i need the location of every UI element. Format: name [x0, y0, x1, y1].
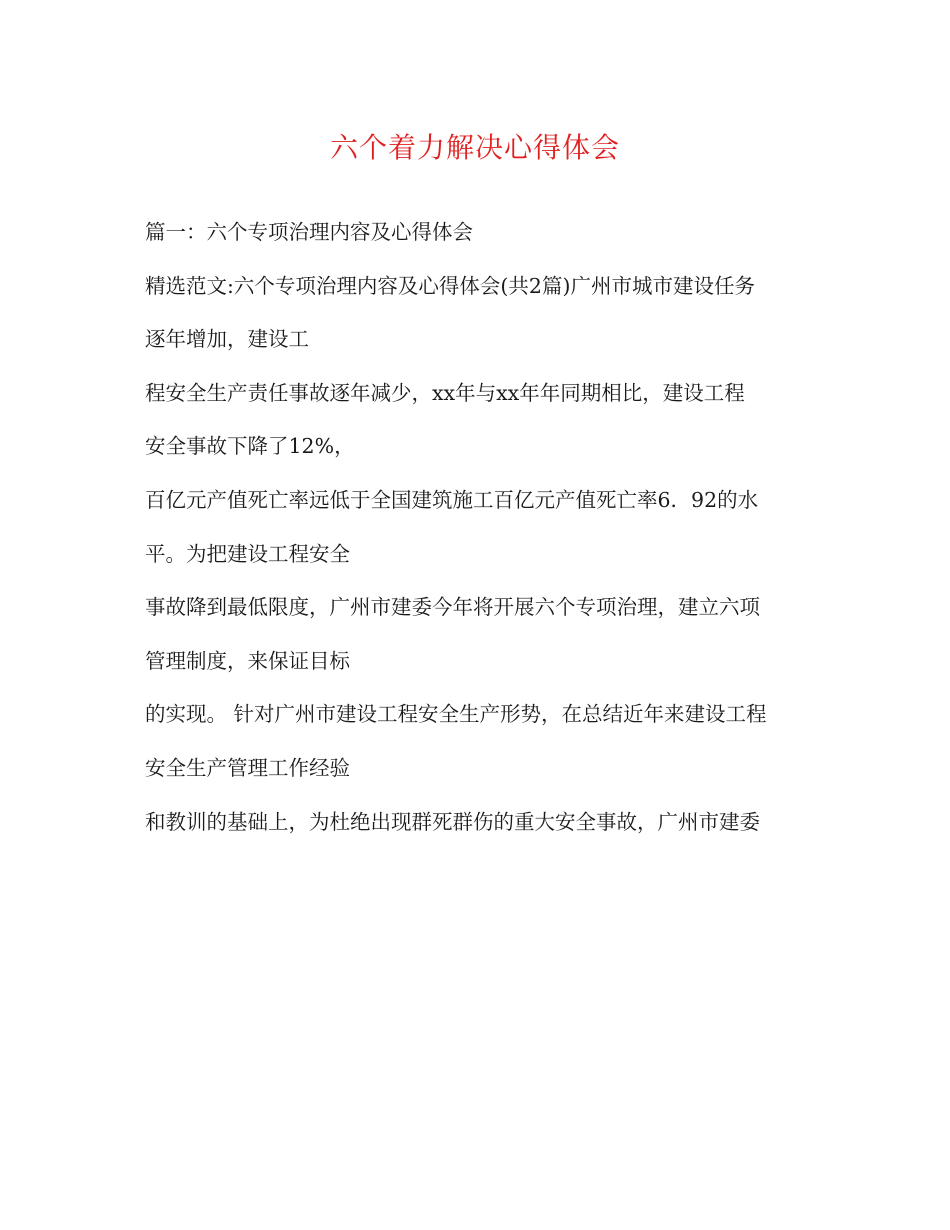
text-line: 程安全生产责任事故逐年减少，xx年与xx年年同期相比，建设工程: [145, 380, 745, 405]
text-line: 篇一：六个专项治理内容及心得体会: [145, 220, 473, 244]
text-line: 逐年增加，建设工: [145, 327, 309, 352]
text-line: 百亿元产值死亡率远低于全国建筑施工百亿元产值死亡率6．92的水: [145, 487, 759, 512]
text-line: 事故降到最低限度，广州市建委今年将开展六个专项治理，建立六项: [145, 595, 760, 620]
document-title: 六个着力解决心得体会: [329, 131, 620, 164]
text-line: 和教训的基础上，为杜绝出现群死群伤的重大安全事故，广州市建委: [145, 809, 760, 834]
text-line: 精选范文:六个专项治理内容及心得体会(共2篇)广州市城市建设任务: [145, 273, 755, 298]
text-line: 管理制度，来保证目标: [145, 648, 350, 673]
text-line: 平。为把建设工程安全: [145, 541, 350, 566]
text-line: 安全生产管理工作经验: [145, 755, 350, 780]
text-line: 的实现。 针对广州市建设工程安全生产形势，在总结近年来建设工程: [145, 702, 767, 727]
text-line: 安全事故下降了12%，: [145, 434, 355, 459]
document-body: [145, 212, 815, 855]
